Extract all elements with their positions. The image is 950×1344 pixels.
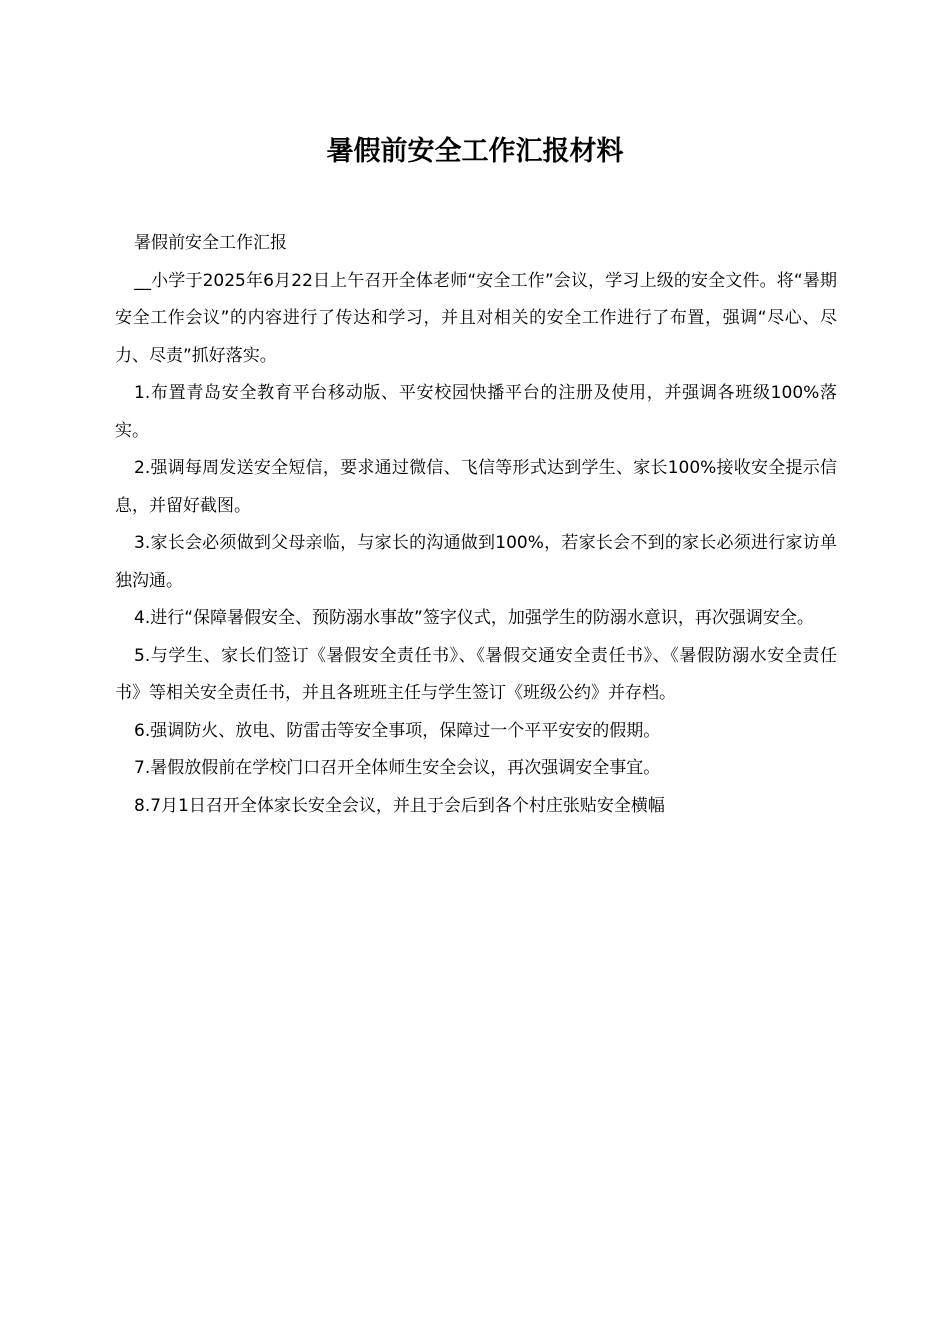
list-item-4: 4.进行“保障暑假安全、预防溺水事故”签字仪式，加强学生的防溺水意识，再次强调安全。 xyxy=(134,608,814,628)
list-item-5: 5.与学生、家长们签订《暑假安全责任书》、《暑假交通安全责任书》、《暑假防溺水安全责任书》等相关安全责任书，并且各班班主任与学生签订《班级公约》并存档。 xyxy=(115,645,837,703)
intro-paragraph: __小学于2025年6月22日上午召开全体老师“安全工作”会议，学习上级的安全文件。将“暑期安全工作会议”的内容进行了传达和学习，并且对相关的安全工作进行了布置，强调“尽心、尽力、尽责”抓好落实。 xyxy=(115,270,837,366)
list-item-1: 1.布置青岛安全教育平台移动版、平安校园快播平台的注册及使用，并强调各班级100%落实。 xyxy=(115,383,837,441)
list-item-6: 6.强调防火、放电、防雷击等安全事项，保障过一个平平安安的假期。 xyxy=(134,720,661,741)
list-item-7: 7.暑假放假前在学校门口召开全体师生安全会议，再次强调安全事宜。 xyxy=(134,758,661,778)
document-subtitle: 暑假前安全工作汇报 xyxy=(134,233,287,253)
list-item-2: 2.强调每周发送安全短信，要求通过微信、飞信等形式达到学生、家长100%接收安全提示信息，并留好截图。 xyxy=(115,458,837,516)
list-item-8: 8.7月1日召开全体家长安全会议，并且于会后到各个村庄张贴安全横幅 xyxy=(134,795,665,816)
list-item-3: 3.家长会必须做到父母亲临，与家长的沟通做到100%，若家长会不到的家长必须进行家访单独沟通。 xyxy=(115,533,837,591)
document-body xyxy=(115,225,837,825)
document-title: 暑假前安全工作汇报材料 xyxy=(326,136,624,167)
